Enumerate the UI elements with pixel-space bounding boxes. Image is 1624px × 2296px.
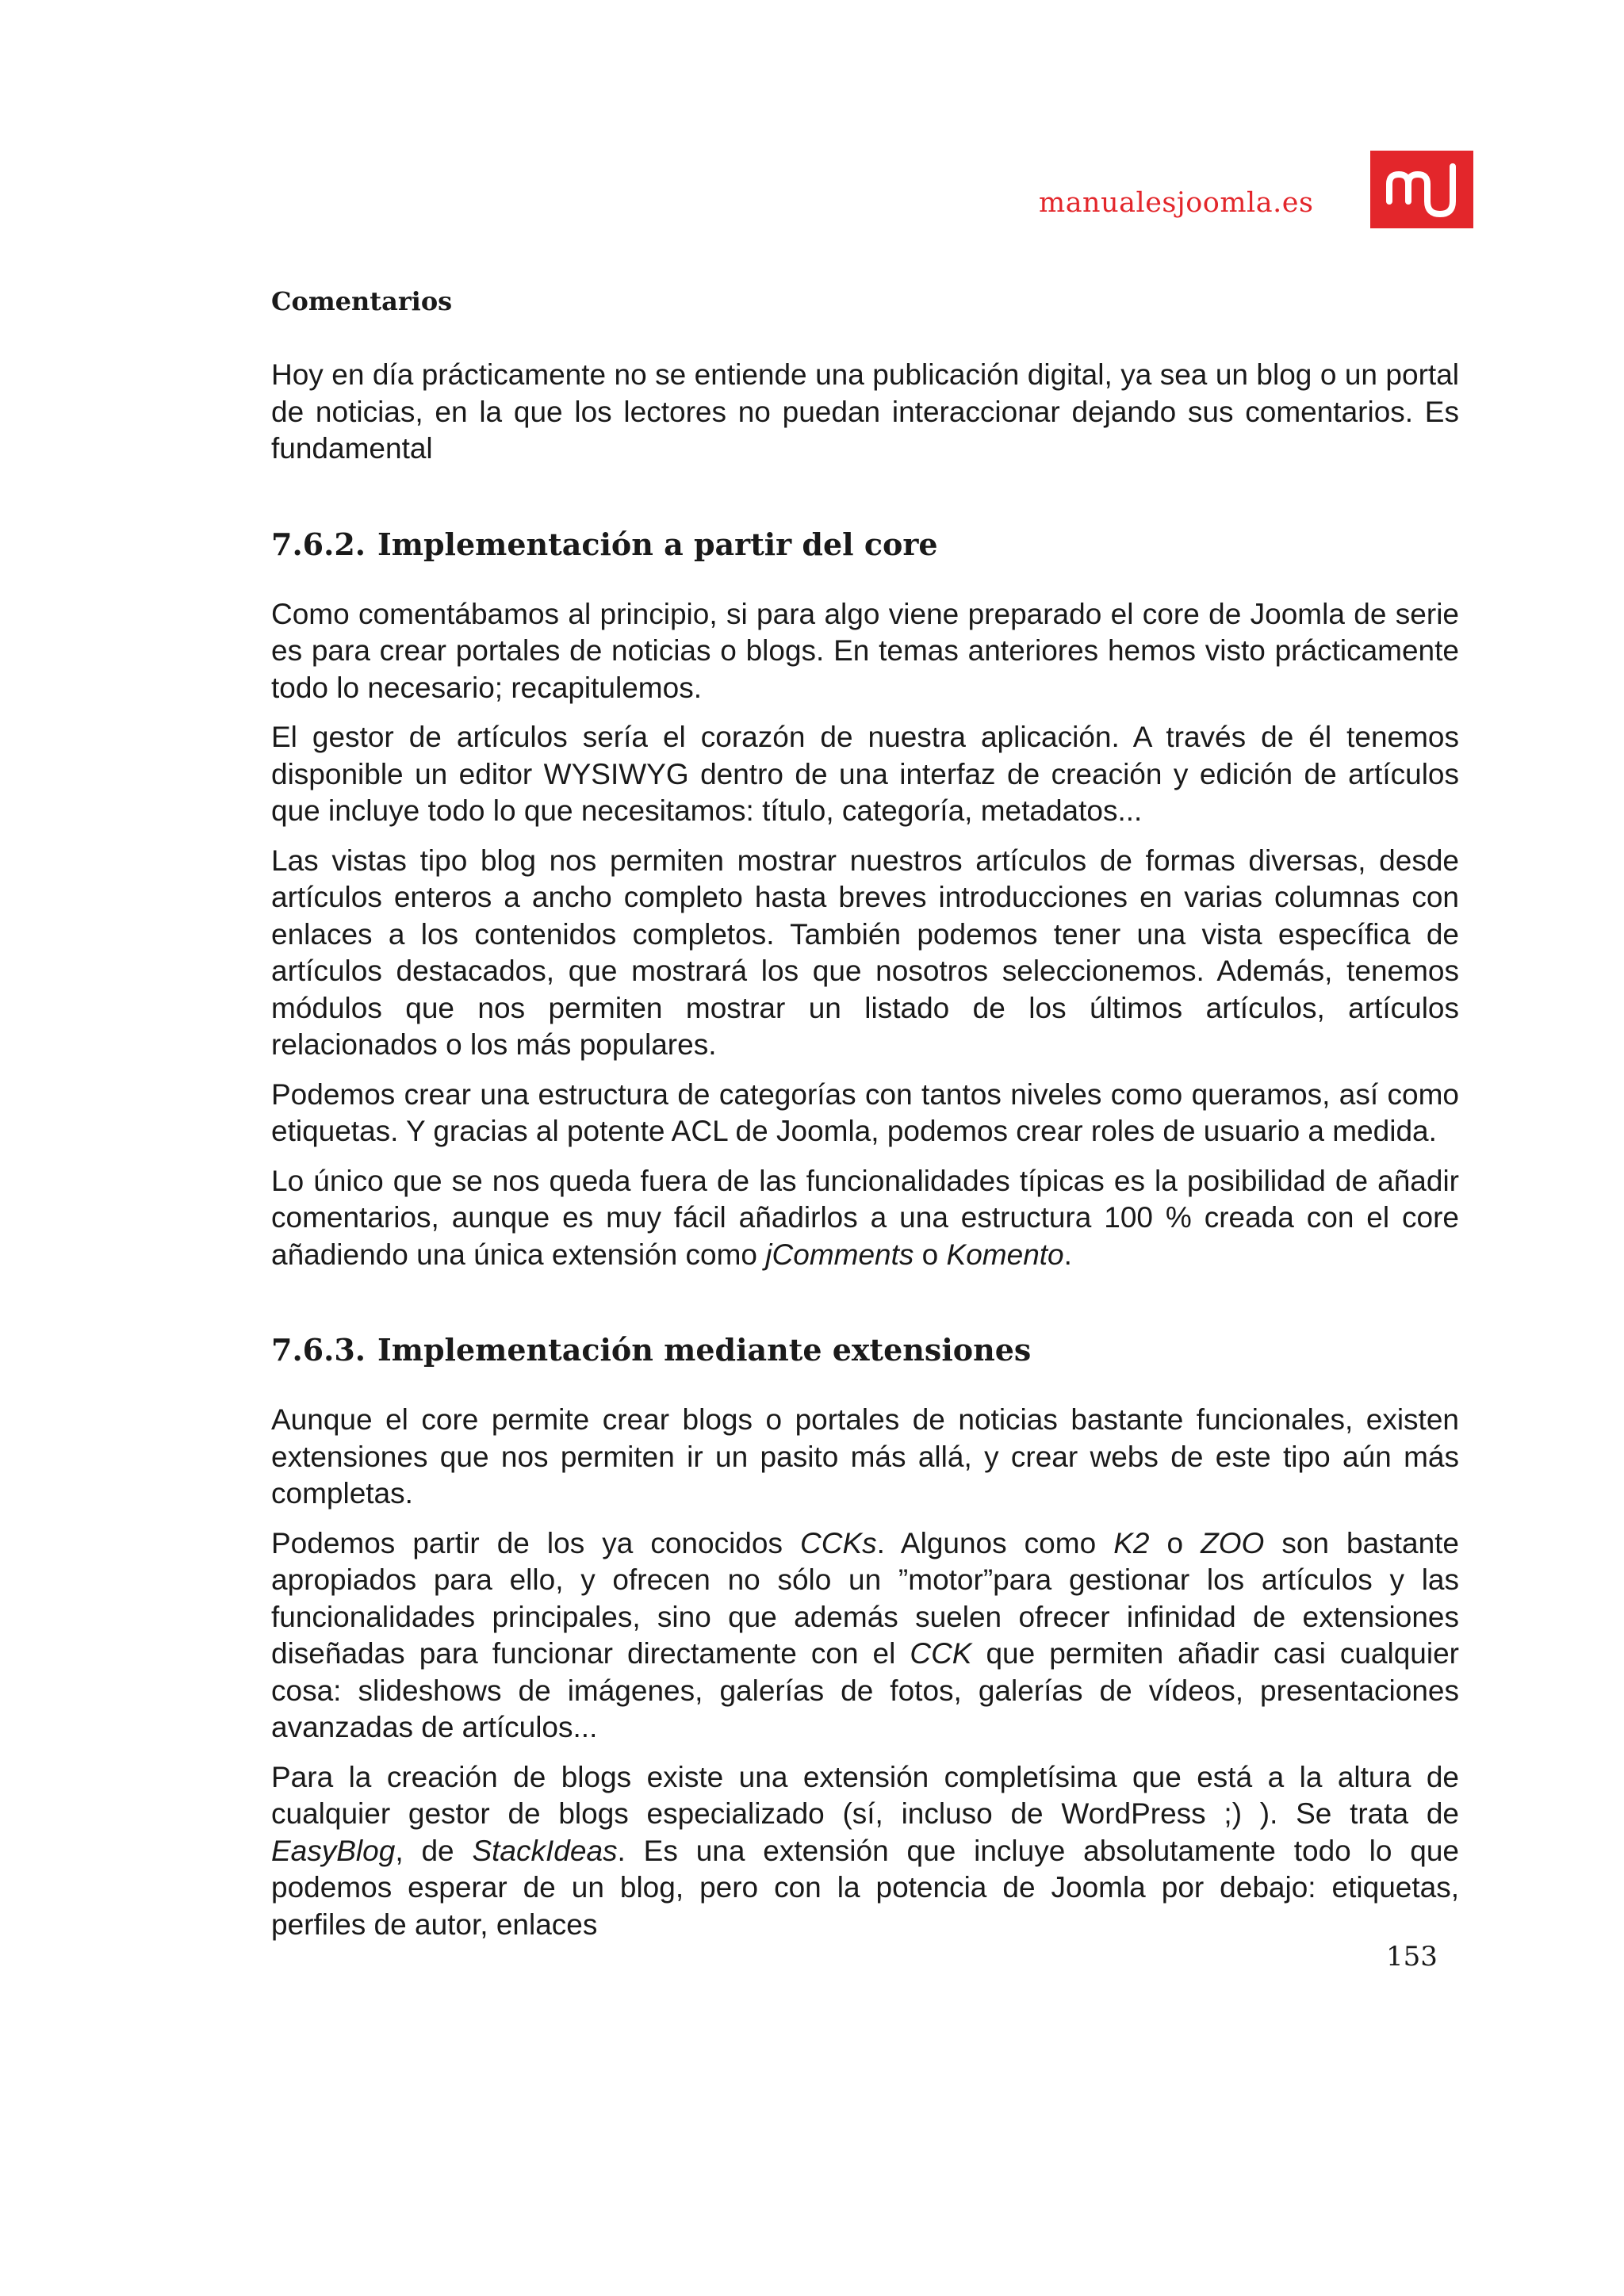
comments-paragraph: Hoy en día prácticamente no se entiende una publicación digital, ya sea un blog o un portal de noticias, en la que los lectores no puedan interaccionar dejando sus comentarios. Es fundamental [271,358,1459,465]
paragraph: El gestor de artículos sería el corazón de nuestra aplicación. A través de él tenemos disponible un editor WYSIWYG dentro de una interfaz de creación y edición de artículos que incluye todo lo que necesitamos: título, categoría, metadatos... [271,721,1459,827]
mj-logo-icon [1370,151,1473,228]
section-title: Implementación mediante extensiones [377,1332,1032,1368]
extension-name: CCKs [800,1526,877,1559]
paragraph: Para la creación de blogs existe una extensión completísima que está a la altura de cualquier gestor de blogs especializado (sí, incluso de WordPress ;) ). Se trata de EasyBlog, de StackIdeas. Es una extensión que incluye absolutamente todo lo que podemos esperar de un blog, pero con la potencia de Joomla por debajo: etiquetas, perfiles de autor, enlaces [271,1760,1459,1941]
section-number: 7.6.2. [271,526,366,562]
paragraph: Podemos partir de los ya conocidos CCKs. Algunos como K2 o ZOO son bastante apropiados para ello, y ofrecen no sólo un ”motor”para gestionar los artículos y las funcionalidades principales, sino que además suelen ofrecer infinidad de extensiones diseñadas para funcionar directamente con el CCK que permiten añadir casi cualquier cosa: slideshows de imágenes, galerías de fotos, galerías de vídeos, presentaciones avanzadas de artículos... [271,1526,1460,1743]
section-title: Implementación a partir del core [377,526,938,562]
section-762-heading [271,523,1459,566]
site-logo [1370,151,1473,228]
section-number: 7.6.3. [271,1332,366,1368]
extension-name: Komento [946,1238,1064,1271]
extension-name: K2 [1113,1526,1150,1559]
extension-name: CCK [910,1637,972,1670]
paragraph: Aunque el core permite crear blogs o portales de noticias bastante funcionales, existen extensiones que nos permiten ir un pasito más allá, y crear webs de este tipo aún más completas. [271,1403,1459,1510]
extension-name: EasyBlog [271,1834,396,1867]
comments-heading: Comentarios [271,286,453,316]
extension-name: ZOO [1201,1526,1265,1559]
page-content [271,282,1459,1956]
extension-name: jComments [765,1238,914,1271]
paragraph: Lo único que se nos queda fuera de las funcionalidades típicas es la posibilidad de añadir comentarios, aunque es muy fácil añadirlos a una estructura 100 % creada con el core añadiendo una única extensión como jComments o Komento. [271,1164,1459,1271]
company-name: StackIdeas [472,1834,618,1867]
section-763-heading [271,1329,1459,1372]
paragraph: Las vistas tipo blog nos permiten mostrar nuestros artículos de formas diversas, desde artículos enteros a ancho completo hasta breves introducciones en varias columnas con enlaces a los contenidos completos. También podemos tener una vista específica de artículos destacados, que mostrará los que nosotros seleccionemos. Además, tenemos módulos que nos permiten mostrar un listado de los últimos artículos, artículos relacionados o los más populares. [271,844,1459,1061]
site-name: manualesjoomla.es [1039,187,1314,219]
paragraph: Como comentábamos al principio, si para algo viene preparado el core de Joomla de serie es para crear portales de noticias o blogs. En temas anteriores hemos visto prácticamente todo lo necesario; recapitulemos. [271,597,1459,704]
page-number: 153 [1386,1941,1438,1973]
paragraph: Podemos crear una estructura de categorías con tantos niveles como queramos, así como etiquetas. Y gracias al potente ACL de Joomla, podemos crear roles de usuario a medida. [271,1077,1459,1147]
